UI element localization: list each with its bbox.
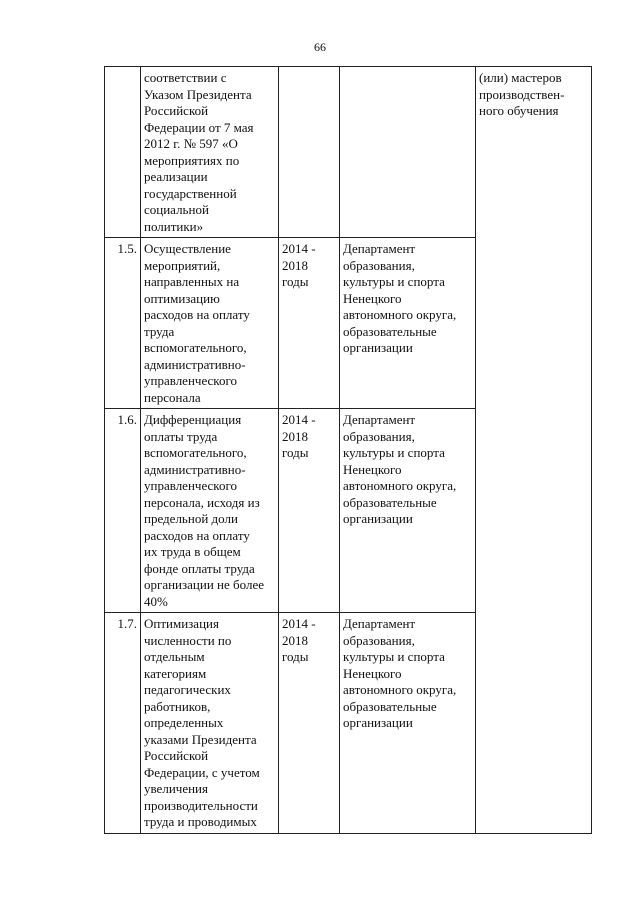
period-cell: 2014 - 2018 годы bbox=[279, 238, 340, 409]
period-cell: 2014 - 2018 годы bbox=[279, 409, 340, 613]
measures-table bbox=[104, 66, 592, 834]
result-cell: (или) мастеров производствен- ного обучения bbox=[476, 67, 592, 834]
executor-cell: Департамент образования, культуры и спорта Ненецкого автономного округа, образовательные организации bbox=[340, 409, 476, 613]
row-number-cell: 1.6. bbox=[105, 409, 141, 613]
page-number: 66 bbox=[314, 40, 326, 54]
period-cell: 2014 - 2018 годы bbox=[279, 613, 340, 834]
activity-cell: Дифференциация оплаты труда вспомогательного, административно- управленческого персонала, исходя из предельной доли расходов на оплату их труда в общем фонде оплаты труда организации не более 40% bbox=[141, 409, 279, 613]
executor-cell: Департамент образования, культуры и спорта Ненецкого автономного округа, образовательные организации bbox=[340, 238, 476, 409]
row-number-cell: 1.7. bbox=[105, 613, 141, 834]
activity-cell: Оптимизация численности по отдельным категориям педагогических работников, определенных указами Президента Российской Федерации, с учетом увеличения производительности труда и проводимых bbox=[141, 613, 279, 834]
row-number-cell bbox=[105, 67, 141, 238]
activity-cell: соответствии с Указом Президента Российской Федерации от 7 мая 2012 г. № 597 «О мероприятиях по реализации государственной социальной политики» bbox=[141, 67, 279, 238]
activity-cell: Осуществление мероприятий, направленных на оптимизацию расходов на оплату труда вспомогательного, административно- управленческого персонала bbox=[141, 238, 279, 409]
period-cell bbox=[279, 67, 340, 238]
table-row-continuation bbox=[105, 67, 592, 238]
executor-cell: Департамент образования, культуры и спорта Ненецкого автономного округа, образовательные организации bbox=[340, 613, 476, 834]
row-number-cell: 1.5. bbox=[105, 238, 141, 409]
executor-cell bbox=[340, 67, 476, 238]
